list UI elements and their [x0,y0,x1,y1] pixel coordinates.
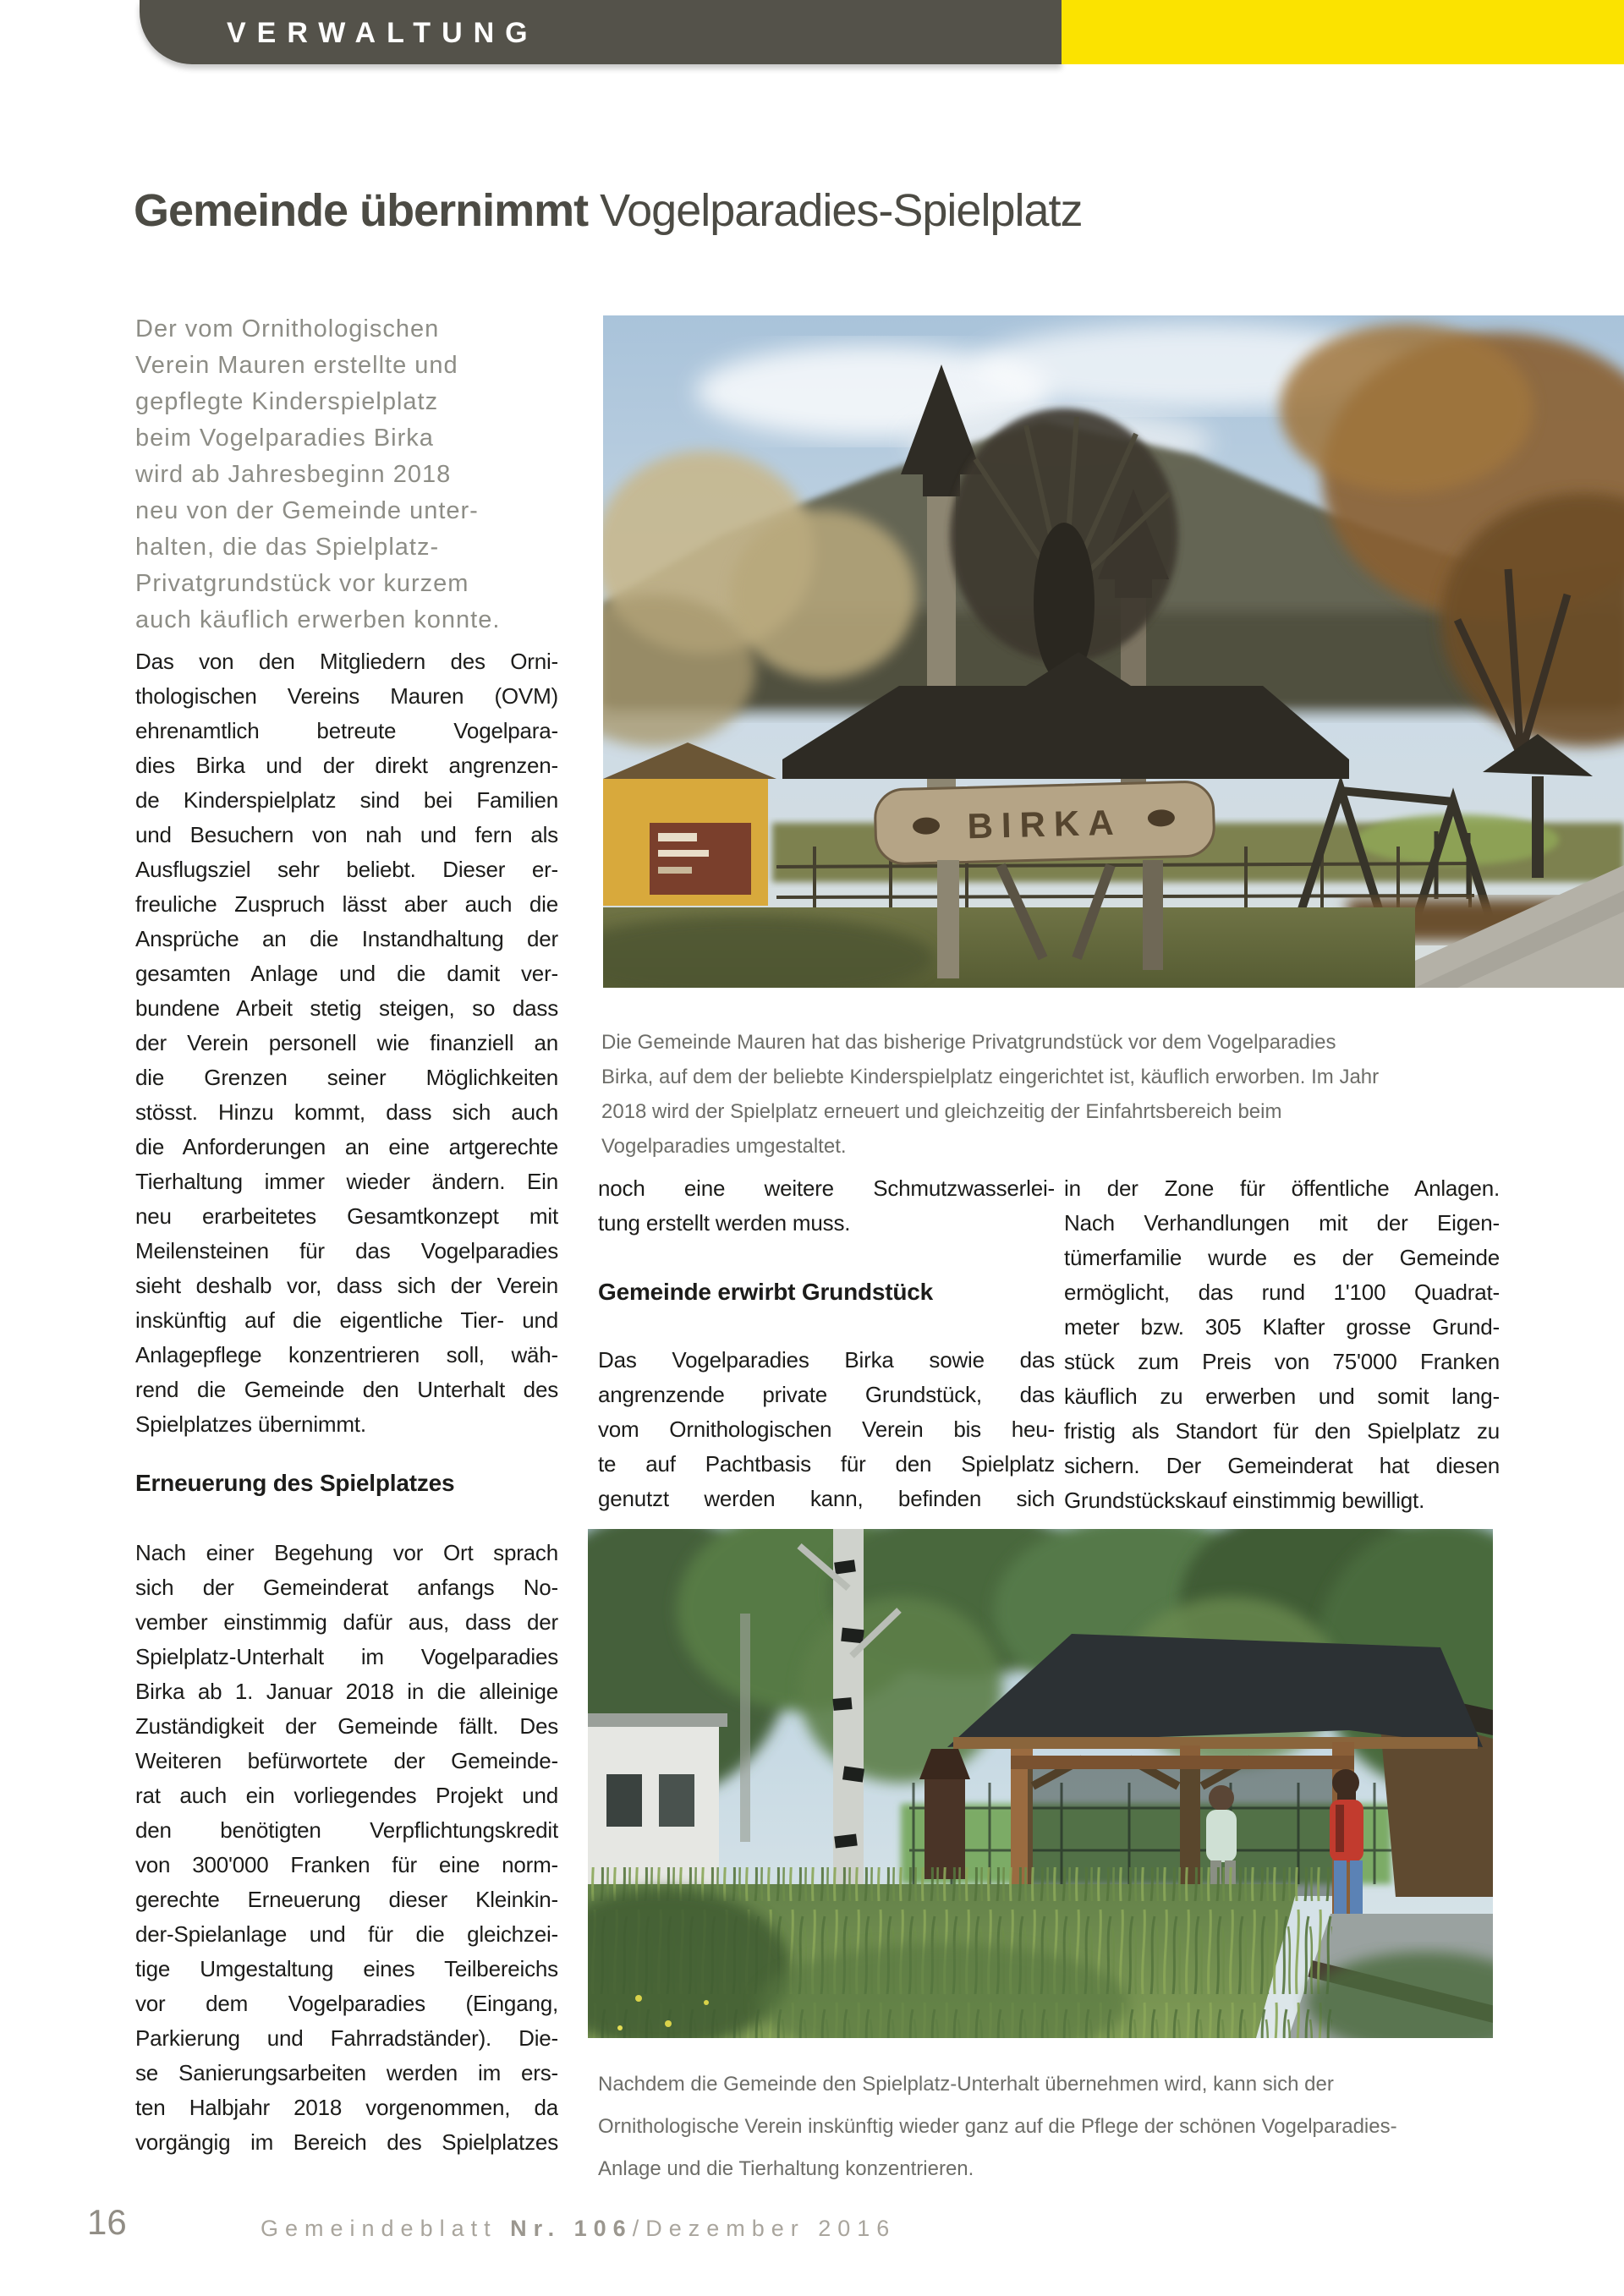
header-bar [140,0,1062,64]
text-line: genutzt werden kann, befinden sich [598,1486,1055,1511]
text-line: Verein Mauren erstellte und [135,352,458,379]
text-line: Anlagepflege konzentrieren soll, wäh- [135,1342,558,1367]
text-line: Parkierung und Fahrradständer). Die- [135,2025,558,2051]
text-line: den benötigten Verpflichtungskredit [135,1817,558,1843]
text-line: die Grenzen seiner Möglichkeiten [135,1065,558,1090]
text-line: sich der Gemeinderat anfangs No- [135,1575,558,1600]
text-line: Ausflugsziel sehr beliebt. Dieser er- [135,857,558,882]
text-line: freuliche Zuspruch lässt aber auch die [135,891,558,917]
text-line: Birka, auf dem der beliebte Kinderspielplatz eingerichtet ist, käuflich erworben. Im Jahr [601,1066,1380,1088]
paragraph [598,1343,1055,1516]
paragraph [598,1171,1055,1241]
text-line: te auf Pachtbasis für den Spielplatz [598,1451,1055,1477]
text-line: Vogelparadies umgestaltet. [601,1135,847,1158]
text-line: gesamten Anlage und die damit ver- [135,961,558,986]
text-line: inskünftig auf die eigentliche Tier- und [135,1307,558,1333]
text-line: rat auch ein vorliegendes Projekt und [135,1783,558,1808]
text-line: Spielplatzes übernimmt. [135,1411,366,1437]
footer-issue-line [261,2216,896,2242]
text-line: in der Zone für öffentliche Anlagen. [1064,1175,1500,1201]
text-line: von 300'000 Franken für eine norm- [135,1852,558,1877]
lead-paragraph [135,311,575,638]
text-line: Die Gemeinde Mauren hat das bisherige Privatgrundstück vor dem Vogelparadies [601,1031,1336,1054]
text-line: Weiteren befürwortete der Gemeinde- [135,1748,558,1773]
footer-issue-number: Nr. 106 [510,2216,633,2241]
text-line: Nach einer Begehung vor Ort sprach [135,1540,558,1565]
text-line: fristig als Standort für den Spielplatz zu [1064,1418,1500,1444]
text-line: tung erstellt werden muss. [598,1210,851,1236]
text-line: wird ab Jahresbeginn 2018 [135,461,452,488]
text-line: beim Vogelparadies Birka [135,425,434,452]
text-line: Spielplatz-Unterhalt im Vogelparadies [135,1644,558,1669]
text-line: stück zum Preis von 75'000 Franken [1064,1349,1500,1374]
text-line: Anlage und die Tierhaltung konzentrieren. [598,2157,974,2180]
article-title [134,184,1083,237]
photo1-caption [601,1025,1557,1164]
text-line: halten, die das Spielplatz- [135,534,440,561]
text-line: Das von den Mitgliedern des Orni- [135,649,558,674]
text-line: dies Birka und der direkt angrenzen- [135,753,558,778]
subheading-erneuerung: Erneuerung des Spielplatzes [135,1470,455,1496]
column-left [135,644,558,2160]
text-line: gepflegte Kinderspielplatz [135,388,439,415]
text-line: ehrenamtlich betreute Vogelpara- [135,718,558,743]
white-building [588,1713,727,1887]
grill [919,1749,970,1879]
text-line: der-Spielanlage und für die gleichzei- [135,1921,558,1947]
text-line: tümerfamilie wurde es der Gemeinde [1064,1245,1500,1270]
article-title-regular: Vogelparadies-Spielplatz [588,185,1083,236]
text-line: gerechte Erneuerung dieser Kleinkin- [135,1887,558,1912]
text-line: Ornithologische Verein inskünftig wieder ganz auf die Pflege der schönen Vogelparadies- [598,2115,1397,2138]
text-line: se Sanierungsarbeiten werden im ers- [135,2060,558,2085]
text-line: Ansprüche an die Instandhaltung der [135,926,558,951]
text-line: de Kinderspielplatz sind bei Familien [135,787,558,813]
text-line: vor dem Vogelparadies (Eingang, [135,1991,558,2016]
section-label: VERWALTUNG [227,17,539,49]
text-line: Privatgrundstück vor kurzem [135,570,469,597]
article-title-bold: Gemeinde übernimmt [134,185,589,236]
text-line: Zuständigkeit der Gemeinde fällt. Des [135,1713,558,1739]
text-line: Nachdem die Gemeinde den Spielplatz-Unterhalt übernehmen wird, kann sich der [598,2073,1334,2096]
text-line: Birka ab 1. Januar 2018 in die alleinige [135,1679,558,1704]
text-line: Der vom Ornithologischen [135,315,440,342]
text-line: ten Halbjahr 2018 vorgenommen, da [135,2095,558,2120]
page-number: 16 [87,2202,127,2242]
footer-issue-date: /Dezember 2016 [632,2216,897,2241]
text-line: vom Ornithologischen Verein bis heu- [598,1417,1055,1442]
text-line: käuflich zu erwerben und somit lang- [1064,1384,1500,1409]
paragraph [1064,1171,1500,1518]
text-line: Meilensteinen für das Vogelparadies [135,1238,558,1263]
text-line: auch käuflich erwerben konnte. [135,606,501,633]
photo-garden-pavilion [588,1529,1493,2038]
text-line: vember einstimmig dafür aus, dass der [135,1609,558,1635]
text-line: thologischen Vereins Mauren (OVM) [135,683,558,709]
text-line: Nach Verhandlungen mit der Eigen- [1064,1210,1500,1236]
paragraph [135,644,558,1442]
paragraph [135,1536,558,2160]
text-line: neu von der Gemeinde unter- [135,497,479,524]
photo-playground-entrance [603,315,1624,988]
text-line: angrenzende private Grundstück, das [598,1382,1055,1407]
text-line: Tierhaltung immer wieder ändern. Ein [135,1169,558,1194]
subheading-grundstueck: Gemeinde erwirbt Grundstück [598,1279,934,1305]
text-line: ermöglicht, das rund 1'100 Quadrat- [1064,1280,1500,1305]
text-line: stösst. Hinzu kommt, dass sich auch [135,1099,558,1125]
text-line: die Anforderungen an eine artgerechte [135,1134,558,1159]
text-line: vorgängig im Bereich des Spielplatzes [135,2129,558,2155]
text-line: der Verein personell wie finanziell an [135,1030,558,1055]
text-line: und Besuchern von nah und fern als [135,822,558,847]
footer-magazine: Gemeindeblatt [261,2216,511,2241]
text-line: noch eine weitere Schmutzwasserlei- [598,1175,1055,1201]
text-line: sichern. Der Gemeinderat hat diesen [1064,1453,1500,1478]
header-accent-block [1062,0,1624,64]
text-line: Das Vogelparadies Birka sowie das [598,1347,1055,1373]
text-line: rend die Gemeinde den Unterhalt des [135,1377,558,1402]
column-middle [598,1171,1055,1516]
text-line: sieht deshalb vor, dass sich der Verein [135,1273,558,1298]
text-line: 2018 wird der Spielplatz erneuert und gleichzeitig der Einfahrtsbereich beim [601,1100,1282,1123]
column-right [1064,1171,1500,1518]
text-line: tige Umgestaltung eines Teilbereichs [135,1956,558,1981]
text-line: meter bzw. 305 Klafter grosse Grund- [1064,1314,1500,1340]
text-line: neu erarbeitetes Gesamtkonzept mit [135,1203,558,1229]
text-line: Grundstückskauf einstimmig bewilligt. [1064,1488,1425,1513]
photo2-caption [598,2063,1554,2190]
text-line: bundene Arbeit stetig steigen, so dass [135,995,558,1021]
sign-text: BIRKA [966,802,1123,847]
